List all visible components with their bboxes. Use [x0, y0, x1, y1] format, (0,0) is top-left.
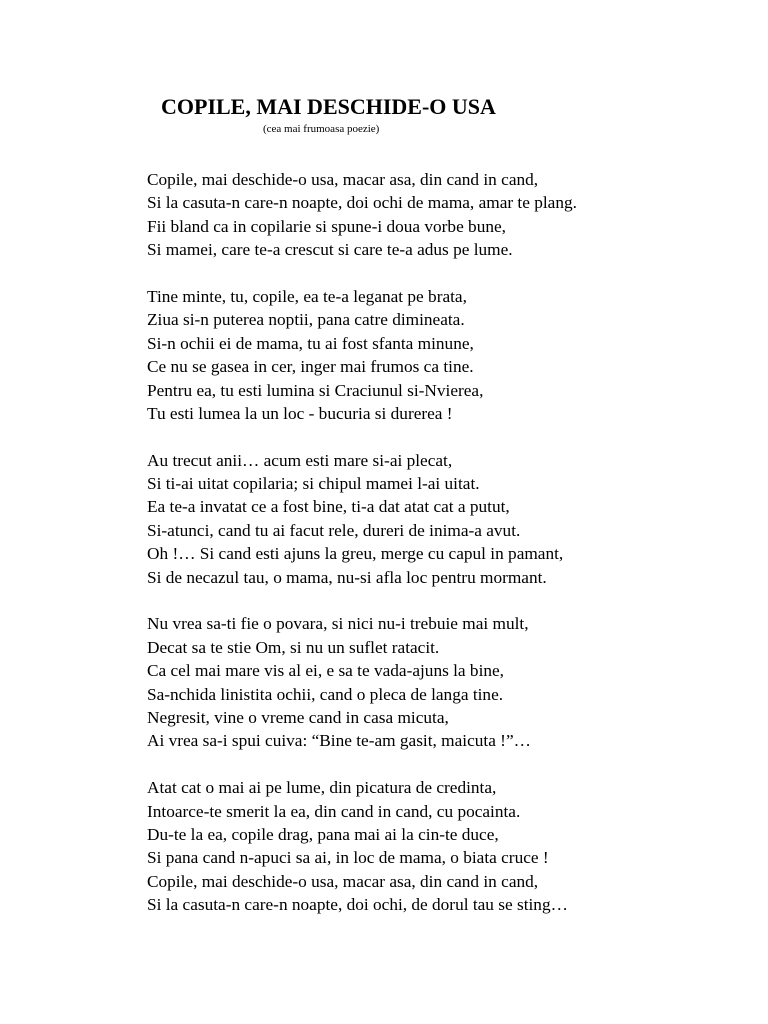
stanza-5 — [147, 776, 747, 916]
poem-line: Oh !… Si cand esti ajuns la greu, merge cu capul in pamant, — [147, 544, 564, 564]
poem-line: Copile, mai deschide-o usa, macar asa, din cand in cand, — [147, 170, 539, 189]
poem-line: Copile, mai deschide-o usa, macar asa, din cand in cand, — [147, 871, 539, 891]
poem-line: Du-te la ea, copile drag, pana mai ai la cin-te duce, — [147, 824, 499, 844]
poem-line: Intoarce-te smerit la ea, din cand in cand, cu pocainta. — [147, 801, 521, 821]
stanza-1 — [147, 168, 747, 262]
poem-line: Si la casuta-n care-n noapte, doi ochi, de dorul tau se sting… — [147, 895, 568, 915]
poem-line: Si-atunci, cand tu ai facut rele, dureri de inima-a avut. — [147, 520, 521, 540]
stanza-3 — [147, 449, 747, 589]
poem-line: Ai vrea sa-i spui cuiva: “Bine te-am gasit, maicuta !”… — [147, 731, 531, 751]
poem-line: Tine minte, tu, copile, ea te-a leganat pe brata, — [147, 286, 467, 306]
poem-line: Nu vrea sa-ti fie o povara, si nici nu-i trebuie mai mult, — [147, 614, 529, 634]
poem-line: Si la casuta-n care-n noapte, doi ochi de mama, amar te plang. — [147, 193, 577, 213]
poem-line: Au trecut anii… acum esti mare si-ai plecat, — [147, 450, 453, 470]
poem-line: Tu esti lumea la un loc - bucuria si durerea ! — [147, 403, 453, 423]
stanza-4 — [147, 612, 747, 752]
poem-line: Ca cel mai mare vis al ei, e sa te vada-ajuns la bine, — [147, 661, 504, 681]
poem-line: Ce nu se gasea in cer, inger mai frumos ca tine. — [147, 357, 474, 377]
poem-line: Ea te-a invatat ce a fost bine, ti-a dat atat cat a putut, — [147, 497, 510, 517]
poem-line: Negresit, vine o vreme cand in casa micuta, — [147, 707, 449, 727]
poem-line: Si pana cand n-apuci sa ai, in loc de mama, o biata cruce ! — [147, 848, 549, 868]
stanza-2 — [147, 285, 747, 425]
poem-line: Atat cat o mai ai pe lume, din picatura de credinta, — [147, 778, 497, 798]
poem-line: Sa-nchida linistita ochii, cand o pleca de langa tine. — [147, 684, 504, 704]
poem-line: Pentru ea, tu esti lumina si Craciunul si-Nvierea, — [147, 380, 484, 400]
poem-line: Si ti-ai uitat copilaria; si chipul mamei l-ai uitat. — [147, 474, 480, 494]
poem-title: COPILE, MAI DESCHIDE-O USA — [161, 94, 496, 119]
poem-body — [147, 168, 747, 940]
poem-subtitle: (cea mai frumoasa poezie) — [263, 123, 380, 135]
poem-line: Ziua si-n puterea noptii, pana catre dimineata. — [147, 310, 465, 330]
poem-line: Decat sa te stie Om, si nu un suflet ratacit. — [147, 637, 440, 657]
poem-line: Fii bland ca in copilarie si spune-i doua vorbe bune, — [147, 216, 506, 236]
poem-line: Si de necazul tau, o mama, nu-si afla loc pentru mormant. — [147, 567, 547, 587]
poem-line: Si mamei, care te-a crescut si care te-a adus pe lume. — [147, 240, 513, 260]
poem-line: Si-n ochii ei de mama, tu ai fost sfanta minune, — [147, 333, 474, 353]
